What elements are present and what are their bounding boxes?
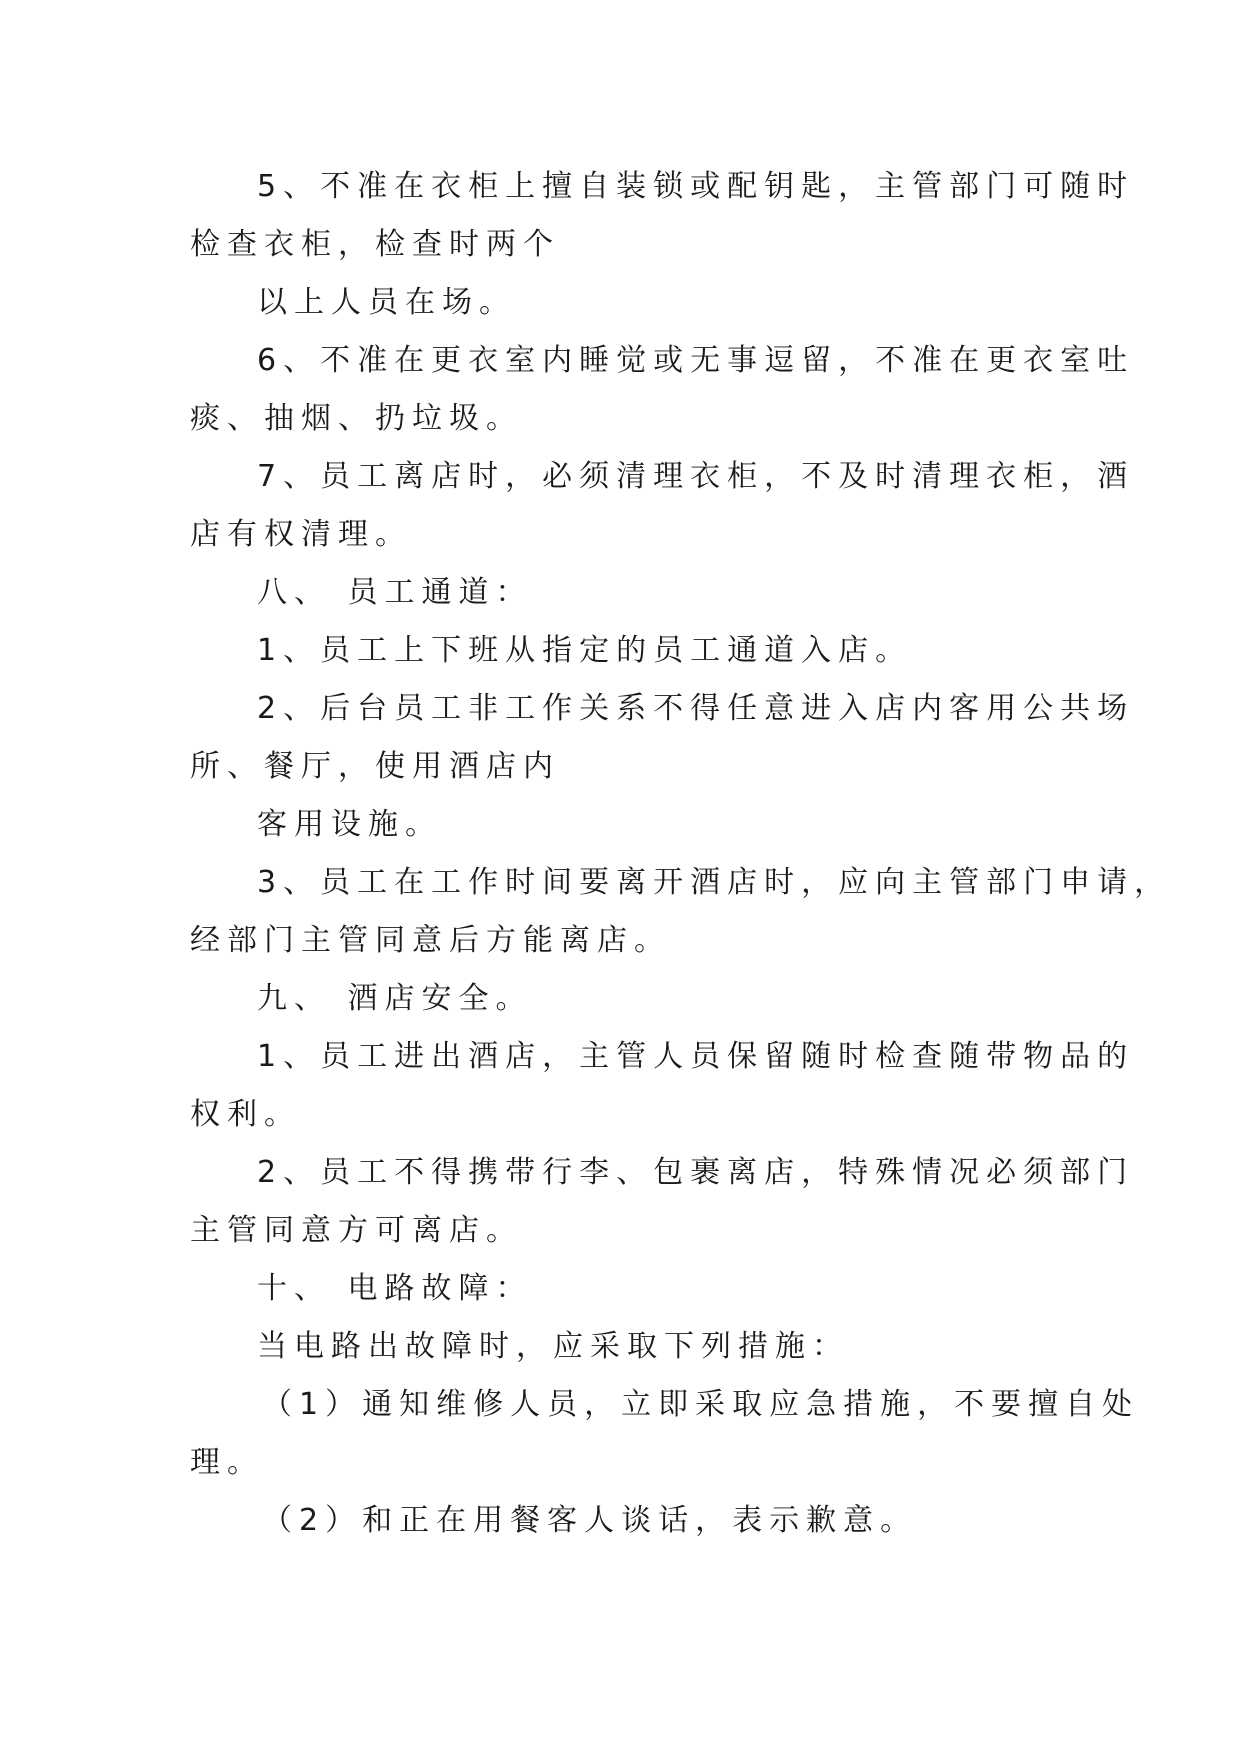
- section-heading: 八、 员工通道：: [257, 575, 533, 610]
- paragraph-line: 理。: [190, 1445, 264, 1480]
- paragraph-line: 经部门主管同意后方能离店。: [190, 923, 671, 958]
- paragraph-line: 检查衣柜，检查时两个: [190, 227, 560, 262]
- paragraph-line: 7、员工离店时，必须清理衣柜，不及时清理衣柜，酒: [257, 459, 1135, 494]
- section-heading: 九、 酒店安全。: [257, 981, 533, 1016]
- paragraph-line: 2、后台员工非工作关系不得任意进入店内客用公共场: [257, 691, 1135, 726]
- paragraph-line: 以上人员在场。: [257, 285, 516, 320]
- paragraph-line: 主管同意方可离店。: [190, 1213, 523, 1248]
- paragraph-line: 痰、抽烟、扔垃圾。: [190, 401, 523, 436]
- paragraph-line: （2）和正在用餐客人谈话，表示歉意。: [262, 1503, 918, 1538]
- section-heading: 十、 电路故障：: [257, 1271, 533, 1306]
- paragraph-line: 客用设施。: [257, 807, 442, 842]
- paragraph-line: 所、餐厅，使用酒店内: [190, 749, 560, 784]
- paragraph-line: 1、员工进出酒店，主管人员保留随时检查随带物品的: [257, 1039, 1135, 1074]
- paragraph-line: 权利。: [190, 1097, 301, 1132]
- paragraph-line: 2、员工不得携带行李、包裹离店，特殊情况必须部门: [257, 1155, 1135, 1190]
- paragraph-line: 3、员工在工作时间要离开酒店时，应向主管部门申请，: [257, 865, 1172, 900]
- paragraph-line: 1、员工上下班从指定的员工通道入店。: [257, 633, 913, 668]
- paragraph-line: 当电路出故障时，应采取下列措施：: [257, 1329, 849, 1364]
- paragraph-line: 店有权清理。: [190, 517, 412, 552]
- paragraph-line: 5、不准在衣柜上擅自装锁或配钥匙，主管部门可随时: [257, 169, 1135, 204]
- paragraph-line: 6、不准在更衣室内睡觉或无事逗留，不准在更衣室吐: [257, 343, 1135, 378]
- paragraph-line: （1）通知维修人员，立即采取应急措施，不要擅自处: [262, 1387, 1140, 1422]
